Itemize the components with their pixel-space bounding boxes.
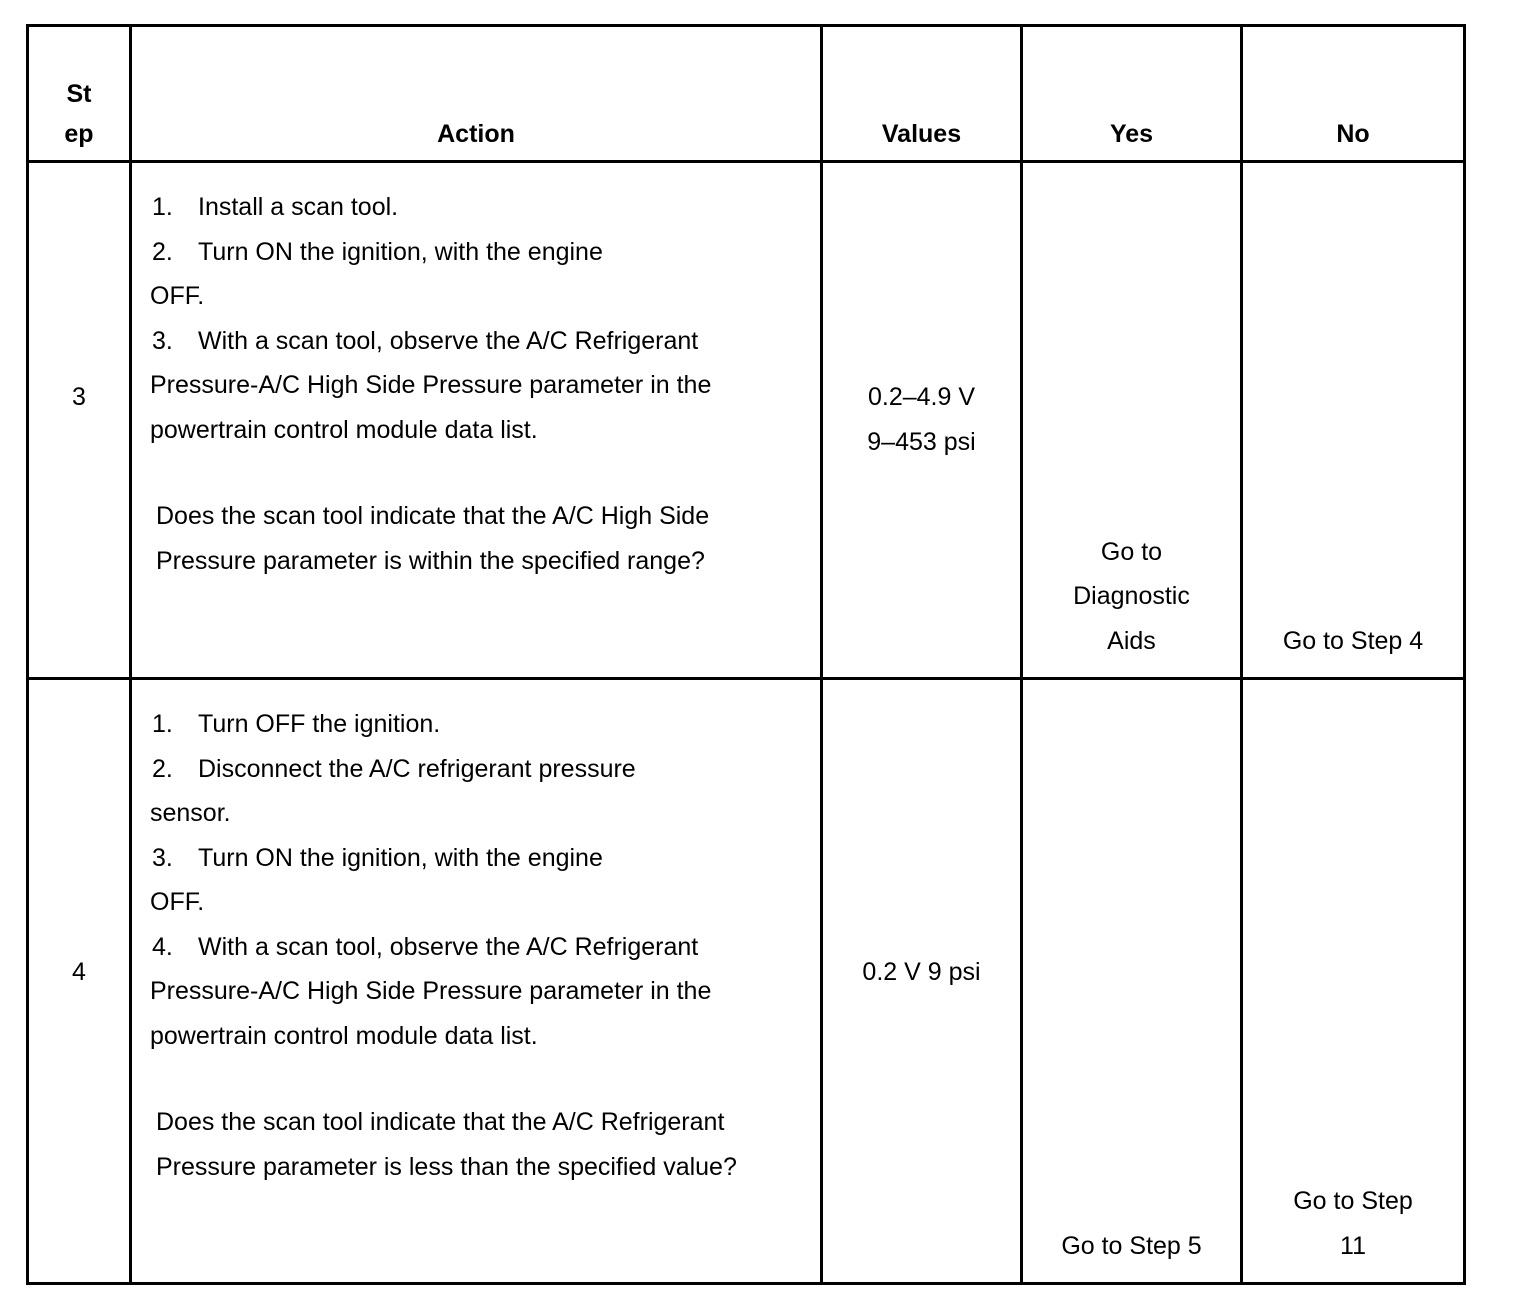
diagnostic-table (26, 24, 1466, 1285)
values-cell: 0.2–4.9 V 9–453 psi (822, 162, 1022, 679)
action-question: Does the scan tool indicate that the A/C High Side Pressure parameter is within the specified range? (156, 502, 710, 575)
action-step: 2. Disconnect the A/C refrigerant pressure sensor. (150, 754, 636, 827)
header-action: Action (131, 26, 822, 162)
table-row (28, 679, 1465, 1284)
header-row (28, 26, 1465, 162)
header-step: St ep (28, 26, 131, 162)
action-step: 4. With a scan tool, observe the A/C Refrigerant Pressure-A/C High Side Pressure parameter in the powertrain control module data list. (150, 932, 712, 1050)
no-cell: Go to Step 4 (1242, 162, 1465, 679)
action-step: 2. Turn ON the ignition, with the engine OFF. (150, 237, 603, 310)
yes-cell: Go to Diagnostic Aids (1022, 162, 1242, 679)
table-row (28, 162, 1465, 679)
yes-cell: Go to Step 5 (1022, 679, 1242, 1284)
values-cell: 0.2 V 9 psi (822, 679, 1022, 1284)
action-step: 1. Install a scan tool. (152, 193, 399, 221)
action-step: 3. Turn ON the ignition, with the engine OFF. (150, 843, 603, 916)
action-step: 3. With a scan tool, observe the A/C Refrigerant Pressure-A/C High Side Pressure parameter in the powertrain control module data list. (150, 326, 712, 444)
header-no: No (1242, 26, 1465, 162)
header-values: Values (822, 26, 1022, 162)
step-number: 3 (28, 162, 131, 679)
step-number: 4 (28, 679, 131, 1284)
header-yes: Yes (1022, 26, 1242, 162)
action-cell (131, 679, 822, 1284)
action-step: 1. Turn OFF the ignition. (152, 710, 441, 738)
action-question: Does the scan tool indicate that the A/C Refrigerant Pressure parameter is less than the specified value? (156, 1108, 737, 1181)
action-cell (131, 162, 822, 679)
no-cell: Go to Step 11 (1242, 679, 1465, 1284)
